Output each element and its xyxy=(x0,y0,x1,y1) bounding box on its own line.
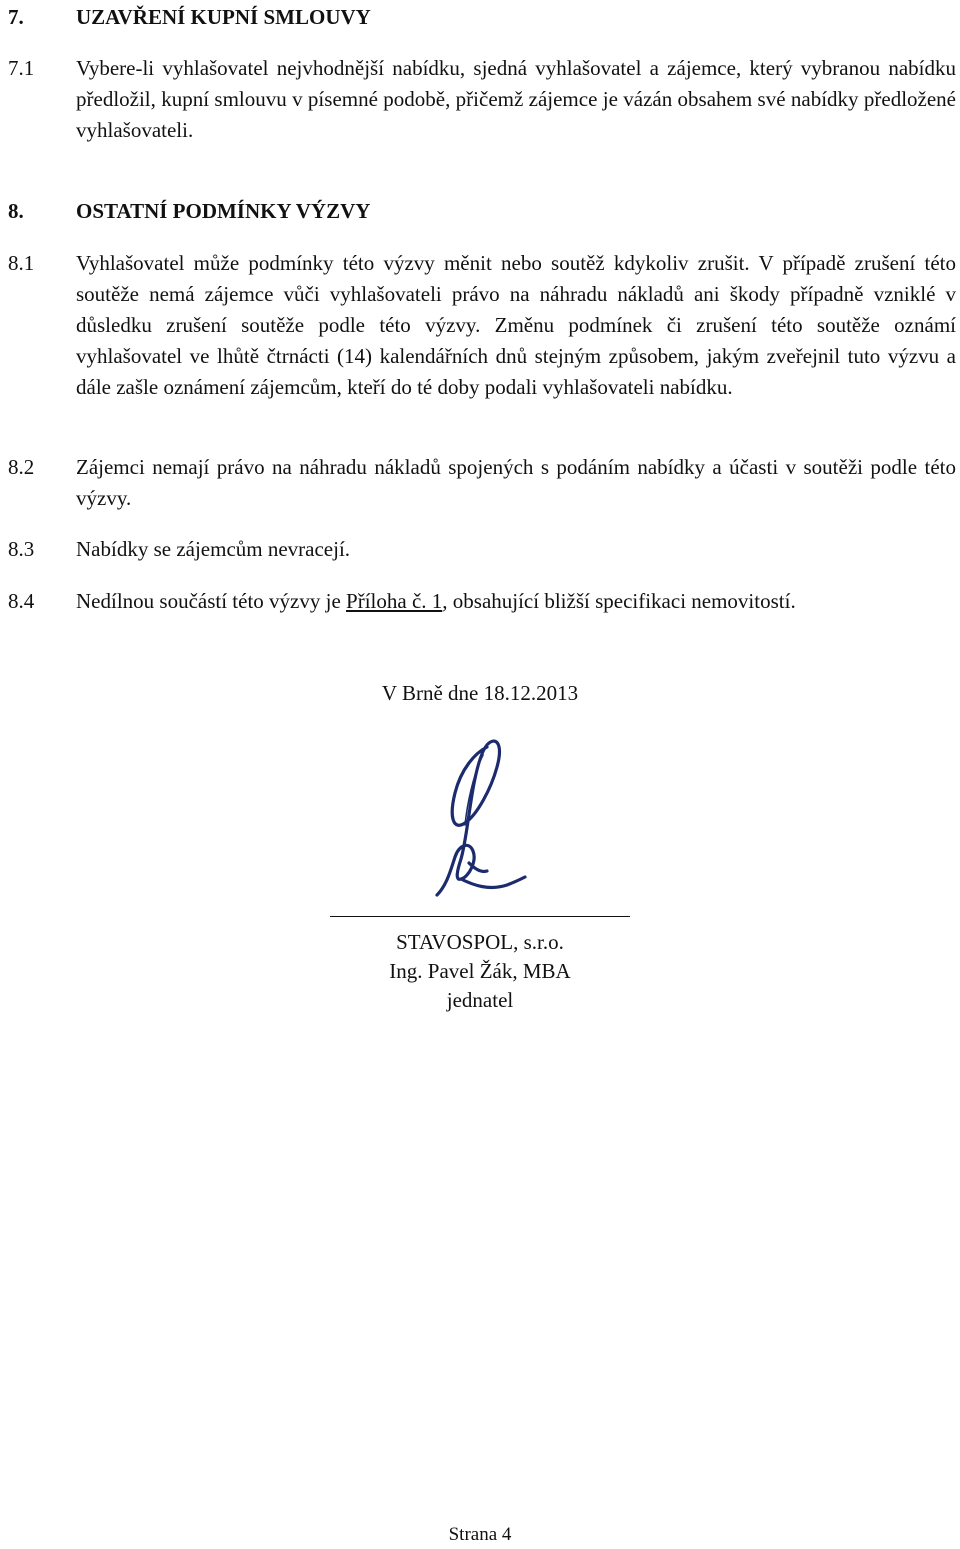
paragraph-8-2 xyxy=(8,452,956,514)
paragraph-8-2-number: 8.2 xyxy=(8,455,35,479)
signature-line xyxy=(330,916,630,917)
section-8-heading xyxy=(8,196,370,227)
place-date: V Brně dne 18.12.2013 xyxy=(381,681,579,705)
signatory-name: Ing. Pavel Žák, MBA xyxy=(389,959,571,983)
paragraph-8-1-text: Vyhlašovatel může podmínky této výzvy měnit nebo soutěž kdykoliv zrušit. V případě zrušení této soutěže nemá zájemce vůči vyhlašovateli právo na náhradu nákladů ani škody případně vzniklé v důsledku zrušení soutěže podle této výzvy. Změnu podmínek či zrušení této soutěže oznámí vyhlašovatel ve lhůtě čtrnácti (14) kalendářních dnů stejným způsobem, jakým zveřejnil tuto výzvu a dále zašle oznámení zájemcům, kteří do té doby podali vyhlašovateli nabídku. xyxy=(76,251,956,399)
paragraph-8-1-number: 8.1 xyxy=(8,251,35,275)
paragraph-8-4-text-before: Nedílnou součástí této výzvy je xyxy=(76,589,347,613)
paragraph-8-4-text xyxy=(76,586,956,617)
paragraph-8-1 xyxy=(8,248,956,403)
handwritten-signature xyxy=(425,735,535,905)
paragraph-7-1 xyxy=(8,53,956,146)
section-8-number: 8. xyxy=(8,199,24,223)
paragraph-8-4-number: 8.4 xyxy=(8,589,35,613)
paragraph-8-3-number: 8.3 xyxy=(8,537,35,561)
paragraph-8-3 xyxy=(8,534,956,565)
signatory-role: jednatel xyxy=(446,988,514,1012)
paragraph-8-2-text: Zájemci nemají právo na náhradu nákladů spojených s podáním nabídky a účasti v soutěži podle této výzvy. xyxy=(76,455,956,510)
page-number: Strana 4 xyxy=(448,1524,512,1545)
section-7-title: UZAVŘENÍ KUPNÍ SMLOUVY xyxy=(76,5,371,29)
paragraph-8-4-text-after: , obsahující bližší specifikaci nemovitostí. xyxy=(442,589,796,613)
section-7-heading xyxy=(8,2,371,33)
appendix-1-reference: Příloha č. 1 xyxy=(346,589,443,613)
section-7-number: 7. xyxy=(8,5,24,29)
section-8-title: OSTATNÍ PODMÍNKY VÝZVY xyxy=(76,199,371,223)
paragraph-7-1-text: Vybere-li vyhlašovatel nejvhodnější nabídku, sjedná vyhlašovatel a zájemce, který vybranou nabídku předložil, kupní smlouvu v písemné podobě, přičemž zájemce je vázán obsahem své nabídky předložené vyhlašovateli. xyxy=(76,56,956,142)
signatory-company: STAVOSPOL, s.r.o. xyxy=(396,930,564,954)
paragraph-7-1-number: 7.1 xyxy=(8,56,35,80)
paragraph-8-4 xyxy=(8,586,956,617)
paragraph-8-3-text: Nabídky se zájemcům nevracejí. xyxy=(76,537,351,561)
